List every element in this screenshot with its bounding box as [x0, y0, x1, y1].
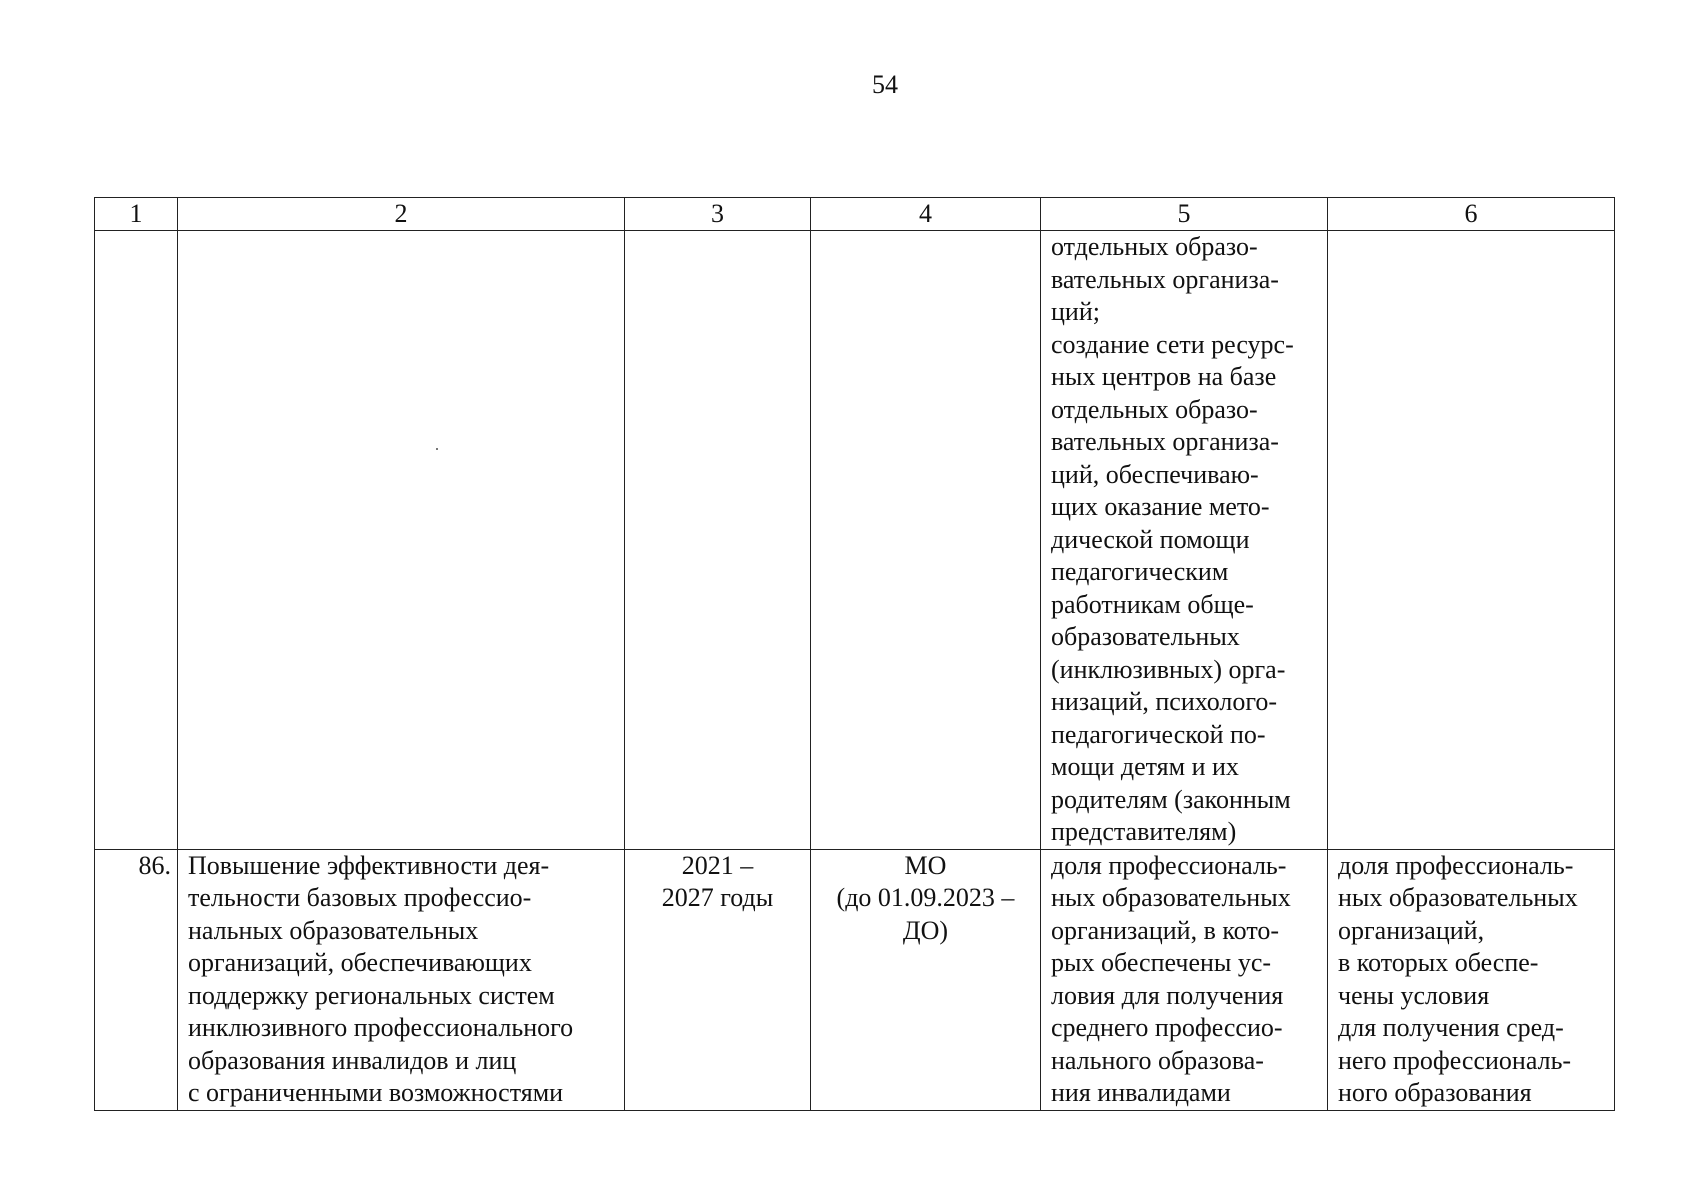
cell-period: 2021 – 2027 годы: [625, 849, 811, 1110]
table-row: [95, 849, 1615, 1110]
header-col-5: 5: [1041, 198, 1328, 231]
measures-table: [94, 197, 1615, 1111]
table-row-continuation: [95, 231, 1615, 850]
header-col-3: 3: [625, 198, 811, 231]
header-col-6: 6: [1328, 198, 1615, 231]
header-col-1: 1: [95, 198, 178, 231]
cell-num: 86.: [95, 849, 178, 1110]
cell-executor: [811, 231, 1041, 850]
cell-period: [625, 231, 811, 850]
cell-indicator: доля профессиональ- ных образовательных организаций, в которых обеспе- чены условия для получения сред- него профессиональ- ного образования: [1328, 849, 1615, 1110]
table-header-row: [95, 198, 1615, 231]
header-col-4: 4: [811, 198, 1041, 231]
cell-num: [95, 231, 178, 850]
cell-result: отдельных образо- вательных организа- ций; создание сети ресурс- ных центров на базе отдельных образо- вательных организа- ций, обеспечиваю- щих оказание мето- дической помощи педагогическим работникам обще- образовательных (инклюзивных) орга- низаций, психолого- педагогической по- мощи детям и их родителям (законным представителям): [1041, 231, 1328, 850]
cell-executor: МО (до 01.09.2023 – ДО): [811, 849, 1041, 1110]
cell-measure-name: Повышение эффективности дея- тельности базовых профессио- нальных образовательных организаций, обеспечивающих поддержку региональных систем инклюзивного профессионального образования инвалидов и лиц с ограниченными возможностями: [178, 849, 625, 1110]
cell-measure-name: [178, 231, 625, 850]
cell-indicator: [1328, 231, 1615, 850]
cell-result: доля профессиональ- ных образовательных организаций, в кото- рых обеспечены ус- ловия для получения среднего профессио- нального образова- ния инвалидами: [1041, 849, 1328, 1110]
header-col-2: 2: [178, 198, 625, 231]
page-number: 54: [872, 70, 898, 99]
